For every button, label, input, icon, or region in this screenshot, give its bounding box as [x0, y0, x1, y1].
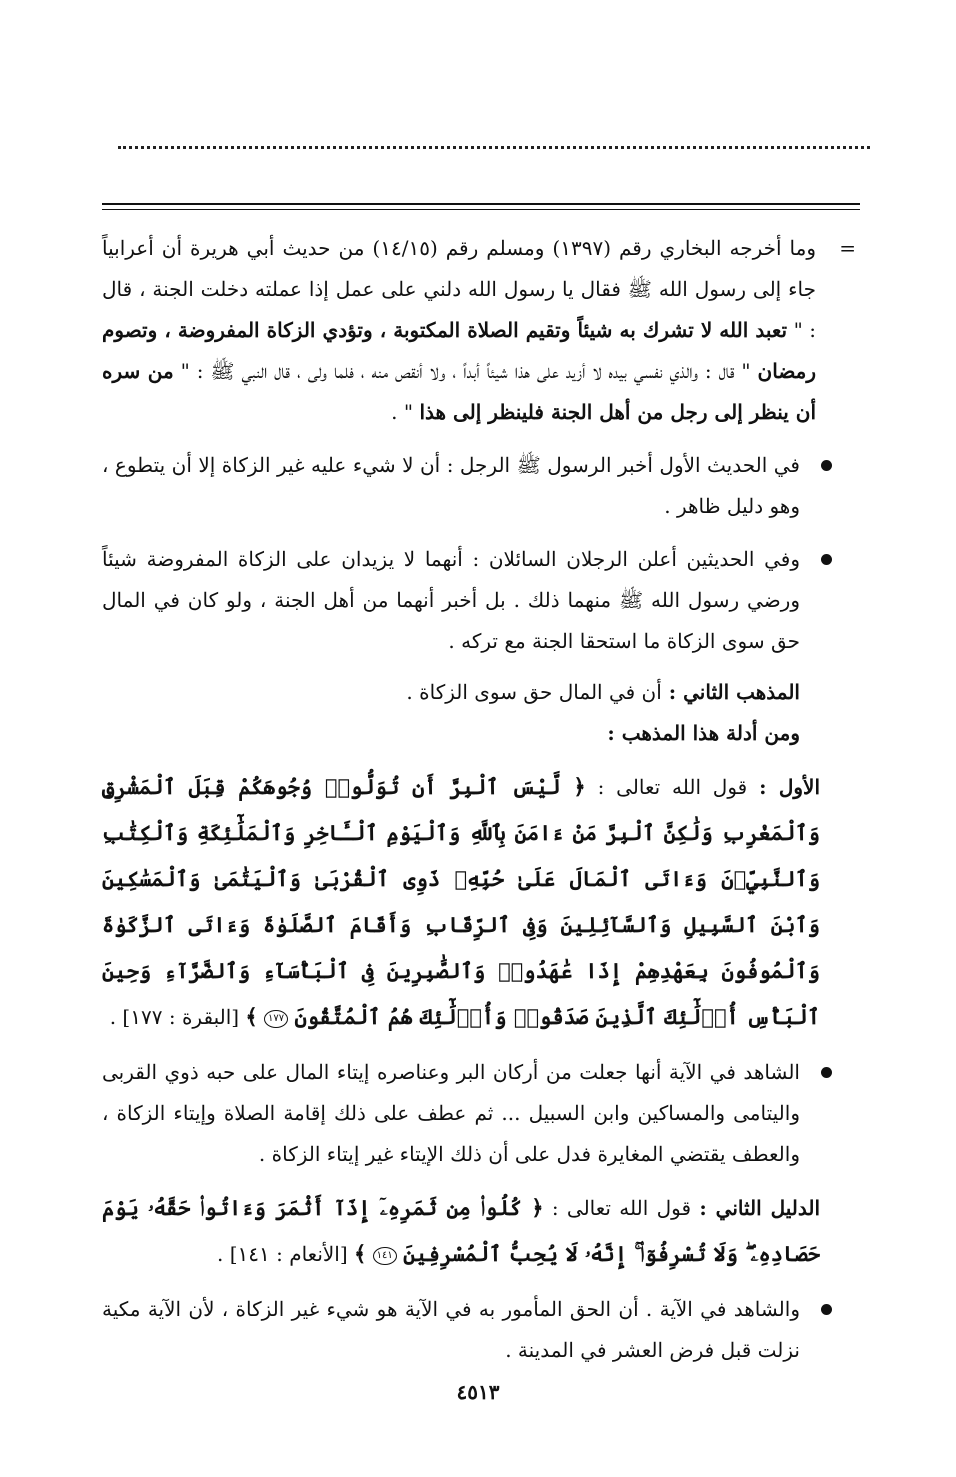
bullet-item — [102, 539, 842, 662]
verse-reference: [الأنعام : ١٤١] . — [216, 1242, 348, 1266]
second-opinion — [102, 672, 842, 713]
footnote-paragraph — [102, 228, 856, 433]
verse-close-bracket: ﴾ — [354, 1241, 367, 1266]
footnote-rule-thin — [102, 209, 860, 210]
bullet-icon — [821, 1304, 832, 1315]
bullet-item — [102, 1052, 842, 1175]
bullet-text: الشاهد في الآية أنها جعلت من أركان البر وعناصره إيتاء المال على حبه ذوي القربى واليتامى والمساكين وابن السبيل ... ثم عطف على ذلك إقامة الصلاة وإيتاء الزكاة ، والعطف يقتضي المغايرة فدل على أن ذلك الإيتاء غير إيتاء الزكاة . — [102, 1060, 800, 1166]
evidence-heading — [102, 713, 842, 754]
page-number: ٤٥١٣ — [456, 1380, 500, 1404]
bullet-item — [102, 445, 842, 527]
evidence-heading-text: ومن أدلة هذا المذهب : — [607, 721, 800, 745]
second-opinion-text: أن في المال حق سوى الزكاة . — [406, 680, 662, 704]
bullet-text: في الحديث الأول أخبر الرسول ﷺ الرجل : أن لا شيء عليه غير الزكاة إلا أن يتطوع ، وهو دليل ظاهر . — [102, 453, 800, 518]
page-content — [102, 228, 856, 1371]
second-evidence-label: الدليل الثاني : — [699, 1196, 821, 1220]
first-evidence — [102, 764, 842, 1040]
footnote-rule-thick — [102, 203, 860, 205]
bullet-icon — [821, 554, 832, 565]
verse-end-mark-icon: ١٤١ — [373, 1247, 397, 1265]
second-evidence-intro: قول الله تعالى : — [551, 1196, 692, 1220]
bullet-item — [102, 1289, 842, 1371]
footnote-text-1: وما أخرجه البخاري رقم (١٣٩٧) ومسلم رقم (١٤/١٥) من حديث أبي هريرة أن أعرابياً جاء إلى رسول الله ﷺ فقال يا رسول الله دلني على عمل إذا عملته دخلت الجنة ، قال : " — [102, 236, 816, 342]
bullet-icon — [821, 460, 832, 471]
first-evidence-intro: قول الله تعالى : — [597, 775, 748, 799]
quran-verse-baqarah: ﴿ لَّيْسَ ٱلْبِرَّ أَن تُوَلُّوا۟ وُجُوهَكُمْ قِبَلَ ٱلْمَشْرِقِ وَٱلْمَغْرِبِ وَلَٰكِنَّ ٱلْبِرَّ مَنْ ءَامَنَ بِٱللَّهِ وَٱلْيَوْمِ ٱلْـَٔاخِرِ وَٱلْمَلَٰٓئِكَةِ وَٱلْكِتَٰبِ وَٱلنَّبِيِّۦنَ وَءَاتَى ٱلْمَالَ عَلَىٰ حُبِّهِۦ ذَوِى ٱلْقُرْبَىٰ وَٱلْيَتَٰمَىٰ وَٱلْمَسَٰكِينَ وَٱبْنَ ٱلسَّبِيلِ وَٱلسَّآئِلِينَ وَفِى ٱلرِّقَابِ وَأَقَامَ ٱلصَّلَوٰةَ وَءَاتَى ٱلزَّكَوٰةَ وَٱلْمُوفُونَ بِعَهْدِهِمْ إِذَا عَٰهَدُوا۟ وَٱلصَّٰبِرِينَ فِى ٱلْبَأْسَآءِ وَٱلضَّرَّآءِ وَحِينَ ٱلْبَأْسِ أُو۟لَٰٓئِكَ ٱلَّذِينَ صَدَقُوا۟ وَأُو۟لَٰٓئِكَ هُمُ ٱلْمُتَّقُونَ — [102, 774, 820, 1029]
continuation-marker: = — [839, 236, 856, 260]
bullet-text: والشاهد في الآية . أن الحق المأمور به في الآية هو شيء غير الزكاة ، لأن الآية مكية نزلت قبل فرض العشر في المدينة . — [102, 1297, 800, 1362]
dotted-separator — [118, 146, 870, 149]
quran-verse-anam: ﴿ كُلُوا۟ مِن ثَمَرِهِۦٓ إِذَآ أَثْمَرَ وَءَاتُوا۟ حَقَّهُۥ يَوْمَ حَصَادِهِۦ ۖ وَلَا تُسْرِفُوٓا۟ ۚ إِنَّهُۥ لَا يُحِبُّ ٱلْمُسْرِفِينَ — [102, 1195, 820, 1266]
second-evidence — [102, 1185, 842, 1277]
footnote-hadith-2: من سره أن ينظر إلى رجل من أهل الجنة فلينظر إلى هذا — [102, 359, 816, 424]
footnote-hadith-1: تعبد الله لا تشرك به شيئاً وتقيم الصلاة المكتوبة ، وتؤدي الزكاة المفروضة ، وتصوم رمضان — [102, 318, 817, 383]
bullet-text: وفي الحديثين أعلن الرجلان السائلان : أنهما لا يزيدان على الزكاة المفروضة شيئاً ورضي رسول الله ﷺ منهما ذلك . بل أخبر أنهما من أهل الجنة ، ولو كان في المال حق سوى الزكاة ما استحقا الجنة مع تركه . — [102, 547, 800, 653]
second-opinion-label: المذهب الثاني : — [668, 680, 800, 704]
verse-reference: [البقرة : ١٧٧] . — [109, 1005, 240, 1029]
first-evidence-label: الأول : — [759, 775, 821, 799]
bullet-icon — [821, 1067, 832, 1078]
verse-close-bracket: ﴾ — [245, 1004, 258, 1029]
footnote-text-2: " قال : والذي نفسي بيده لا أزيد على هذا شيئاً أبداً ، ولا أنقص منه ، فلما ولى ، قال النبي ﷺ : " — [180, 359, 751, 383]
footnote-text-3: " . — [391, 400, 414, 424]
verse-end-mark-icon: ١٧٧ — [264, 1010, 288, 1028]
